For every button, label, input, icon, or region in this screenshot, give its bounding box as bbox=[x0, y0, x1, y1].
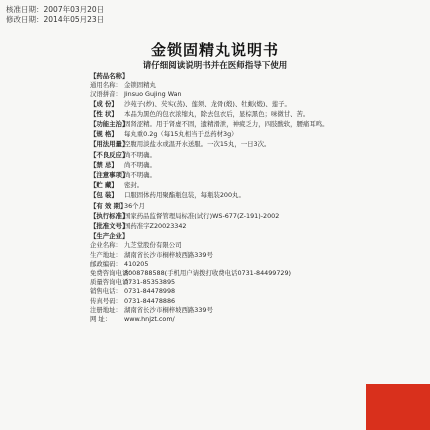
drug-name-section bbox=[90, 72, 368, 100]
spec-section bbox=[90, 151, 368, 160]
manufacturer-row bbox=[90, 241, 368, 250]
manufacturer-row-value: 8008788588(手机用户请拨打收费电话0731-84499729) bbox=[124, 269, 292, 278]
manufacturer-row-key: 传真号码： bbox=[90, 296, 122, 305]
spec-section bbox=[90, 212, 368, 221]
spec-section-label: 【贮 藏】 bbox=[90, 181, 118, 190]
approval-date-label: 核准日期： bbox=[6, 5, 44, 14]
spec-section-text: 尚不明确。 bbox=[124, 171, 156, 180]
spec-section bbox=[90, 130, 368, 139]
spec-section-label: 【性 状】 bbox=[90, 109, 118, 118]
manufacturer-row-key: 企业名称： bbox=[90, 241, 122, 250]
spec-section-label: 【有 效 期】 bbox=[90, 201, 127, 210]
manufacturer-row-key: 注册地址： bbox=[90, 305, 122, 314]
manufacturer-row-key: 免费咨询电话： bbox=[90, 269, 135, 278]
leaflet-body bbox=[90, 72, 368, 324]
manufacturer-row bbox=[90, 269, 368, 278]
manufacturer-row-key: 质量咨询电话： bbox=[90, 278, 135, 287]
spec-section-text: 本品为黑色的包衣浓缩丸，除去包衣后，显棕黑色；味微甘、苦。 bbox=[124, 109, 310, 118]
spec-section-text: 尚不明确。 bbox=[124, 150, 156, 159]
spec-section-text: 每丸重0.2g（每15丸相当于总药材3g） bbox=[124, 130, 238, 139]
manufacturer-row-value: 湖南省长沙市桐梓坡西路339号 bbox=[124, 305, 213, 314]
manufacturer-row-key: 销售电话： bbox=[90, 287, 122, 296]
spec-section-text: 固肾涩精。用于肾虚不固，遗精滑泄，神疲乏力，四肢酸软，腰痛耳鸣。 bbox=[124, 120, 329, 129]
spec-section bbox=[90, 181, 368, 190]
manufacturer-row bbox=[90, 260, 368, 269]
spec-section bbox=[90, 161, 368, 170]
revision-date bbox=[6, 15, 104, 25]
website-key: 网 址： bbox=[90, 315, 112, 324]
manufacturer-section bbox=[90, 232, 368, 324]
manufacturer-row-key: 生产地址： bbox=[90, 250, 122, 259]
spec-section-label: 【成 份】 bbox=[90, 99, 118, 108]
spec-section-label: 【功能主治】 bbox=[90, 120, 129, 129]
drug-name-heading: 【药品名称】 bbox=[90, 72, 129, 80]
website-link[interactable]: www.hnjzt.com/ bbox=[124, 315, 175, 324]
document-subtitle: 请仔细阅读说明书并在医师指导下使用 bbox=[142, 61, 288, 71]
approval-date-value: 2007年03月20日 bbox=[43, 5, 105, 14]
spec-section-label: 【用法用量】 bbox=[90, 140, 129, 149]
spec-section bbox=[90, 100, 368, 109]
revision-date-value: 2014年05月23日 bbox=[43, 15, 105, 24]
spec-section-label: 【禁 忌】 bbox=[90, 160, 118, 169]
approval-date bbox=[6, 5, 104, 15]
spec-sections bbox=[90, 100, 368, 232]
spec-section-text: 空腹用淡盐水或温开水送服。一次15丸，一日3次。 bbox=[124, 140, 271, 149]
manufacturer-row-value: 九芝堂股份有限公司 bbox=[124, 241, 182, 250]
document-title: 金锁固精丸说明书 bbox=[150, 41, 279, 59]
manufacturer-row-value: 0731-84478886 bbox=[124, 296, 176, 305]
spec-section bbox=[90, 120, 368, 129]
spec-section-label: 【规 格】 bbox=[90, 130, 118, 139]
pinyin-name-row bbox=[90, 90, 368, 99]
spec-section-text: 国药准字Z20023342 bbox=[124, 222, 187, 231]
spec-section-text: 国家药品监督管理局标准(试行)WS-677(Z-191)-2002 bbox=[124, 211, 280, 220]
spec-section-text: 尚不明确。 bbox=[124, 160, 156, 169]
manufacturer-row-value: 0731-85353895 bbox=[124, 278, 176, 287]
website-row bbox=[90, 315, 368, 324]
manufacturer-row-value: 410205 bbox=[124, 259, 149, 268]
spec-section-label: 【注意事项】 bbox=[90, 171, 129, 180]
manufacturer-row bbox=[90, 251, 368, 260]
spec-section bbox=[90, 191, 368, 200]
spec-section-label: 【执行标准】 bbox=[90, 211, 129, 220]
generic-name-value: 金锁固精丸 bbox=[124, 81, 156, 90]
spec-section-text: 36个月 bbox=[124, 201, 145, 210]
manufacturer-heading: 【生产企业】 bbox=[90, 232, 129, 241]
manufacturer-rows bbox=[90, 241, 368, 315]
revision-date-label: 修改日期： bbox=[6, 15, 44, 24]
spec-section-label: 【不良反应】 bbox=[90, 150, 129, 159]
spec-section bbox=[90, 140, 368, 149]
manufacturer-row bbox=[90, 287, 368, 296]
approval-dates bbox=[6, 5, 104, 25]
spec-section bbox=[90, 110, 368, 119]
manufacturer-row-value: 湖南省长沙市桐梓坡西路339号 bbox=[124, 250, 213, 259]
spec-section-text: 密封。 bbox=[124, 181, 144, 190]
spec-section-text: 沙苑子(炒)、芡实(蒸)、莲须、龙骨(煅)、牡蛎(煅)、莲子。 bbox=[124, 99, 291, 108]
pinyin-name-key: 汉语拼音： bbox=[90, 90, 122, 99]
spec-section-text: 口服固体药用聚酯瓶包装，每瓶装200丸。 bbox=[124, 191, 245, 200]
spec-section bbox=[90, 222, 368, 231]
generic-name-key: 通用名称： bbox=[90, 81, 122, 90]
manufacturer-row bbox=[90, 306, 368, 315]
manufacturer-row-value: 0731-84478998 bbox=[124, 287, 176, 296]
spec-section-label: 【批准文号】 bbox=[90, 222, 129, 231]
spec-section-label: 【包 装】 bbox=[90, 191, 118, 200]
spec-section bbox=[90, 171, 368, 180]
manufacturer-row bbox=[90, 297, 368, 306]
pinyin-name-value: Jinsuo Gujing Wan bbox=[124, 90, 182, 99]
red-corner-block bbox=[366, 384, 430, 430]
spec-section bbox=[90, 202, 368, 211]
manufacturer-row-key: 邮政编码： bbox=[90, 259, 122, 268]
